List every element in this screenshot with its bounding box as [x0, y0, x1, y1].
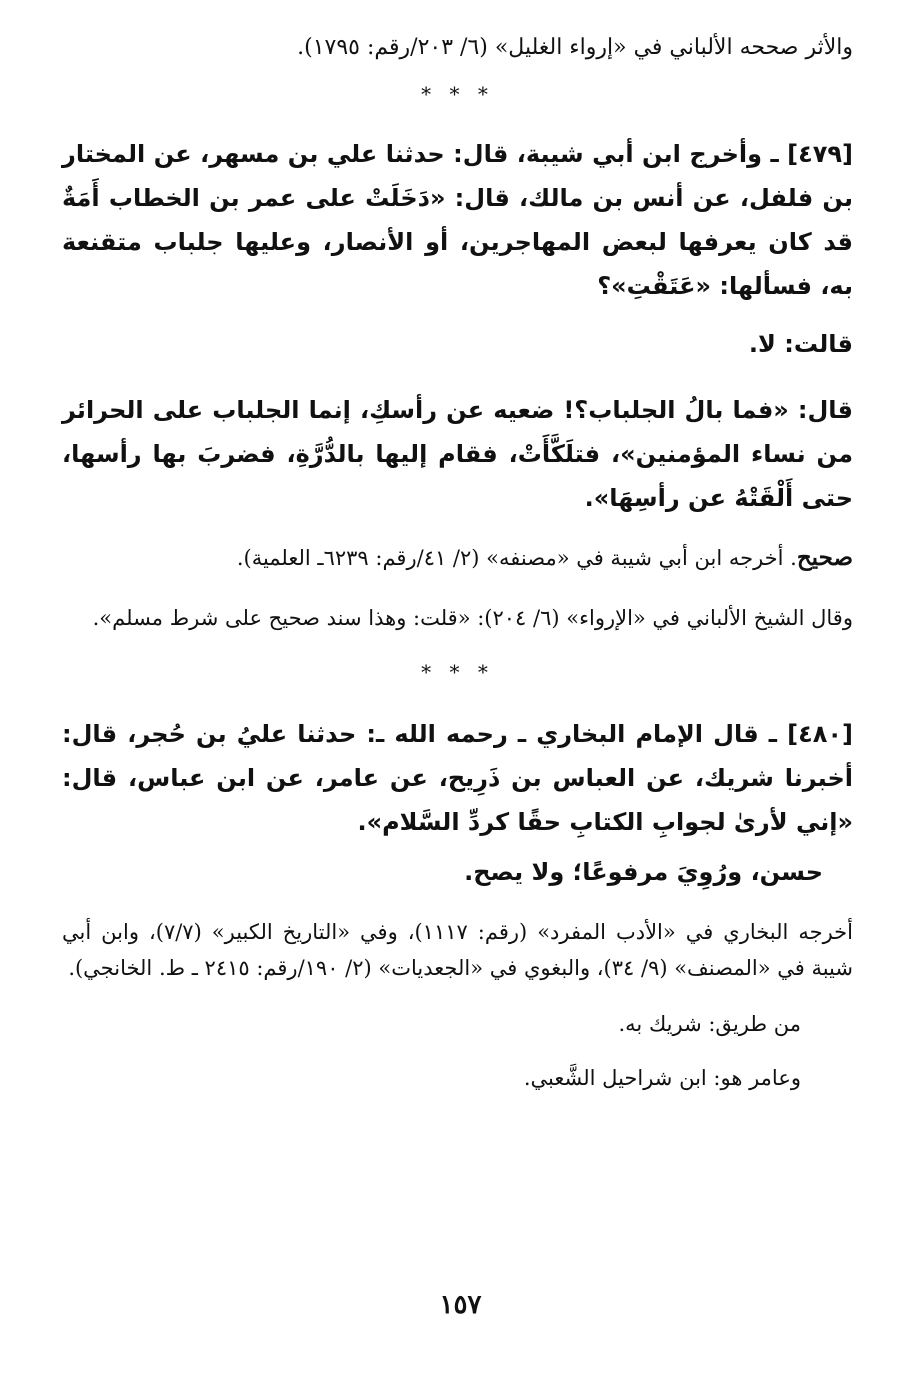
- top-note: والأثر صححه الألباني في «إرواء الغليل» (٦/ ٢٠٣/رقم: ١٧٩٥).: [297, 35, 853, 60]
- section-divider: * * *: [421, 660, 494, 684]
- page-number: ١٥٧: [439, 1290, 482, 1320]
- section-divider: * * *: [421, 82, 494, 106]
- hadith-479-albani-note: وقال الشيخ الألباني في «الإرواء» (٦/ ٢٠٤): «قلت: وهذا سند صحيح على شرط مسلم».: [92, 606, 853, 630]
- hadith-480-amir-note: وعامر هو: ابن شراحيل الشَّعبي.: [523, 1066, 801, 1090]
- hadith-479-takhrij-text: . أخرجه ابن أبي شيبة في «مصنفه» (٢/ ٤١/رقم: ٦٢٣٩ـ العلمية).: [236, 546, 797, 570]
- hadith-480-grade: حسن، ورُوِيَ مرفوعًا؛ ولا يصح.: [464, 858, 823, 886]
- hadith-480-route: من طريق: شريك به.: [618, 1012, 801, 1036]
- hadith-480: [62, 712, 853, 1096]
- hadith-479-continuation: قال: «فما بالُ الجلباب؟! ضعيه عن رأسكِ، إنما الجلباب على الحرائر من نساء المؤمنين»، فتلَكَّأَتْ، فقام إليها بالدُّرَّةِ، فضربَ بها رأسها، حتى أَلْقَتْهُ عن رأسِهَا».: [62, 396, 853, 512]
- hadith-479-grade: صحيح: [796, 544, 853, 571]
- hadith-479: [62, 132, 853, 636]
- hadith-479-text: [٤٧٩] ـ وأخرج ابن أبي شيبة، قال: حدثنا علي بن مسهر، عن المختار بن فلفل، عن أنس بن مالك، قال: «دَخَلَتْ على عمر بن الخطاب أَمَةٌ قد كان يعرفها لبعض المهاجرين، أو الأنصار، وعليها جلباب متقنعة به، فسألها: «عَتَقْتِ»؟: [62, 140, 853, 300]
- hadith-480-takhrij: أخرجه البخاري في «الأدب المفرد» (رقم: ١١١٧)، وفي «التاريخ الكبير» (٧/٧)، وابن أبي شيبة في «المصنف» (٩/ ٣٤)، والبغوي في «الجعديات» (٢/ ١٩٠/رقم: ٢٤١٥ ـ ط. الخانجي).: [62, 920, 853, 980]
- hadith-479-answer: قالت: لا.: [748, 330, 853, 358]
- hadith-479-takhrij: [62, 540, 853, 576]
- hadith-480-text: [٤٨٠] ـ قال الإمام البخاري ـ رحمه الله ـ: حدثنا عليُ بن حُجر، قال: أخبرنا شريك، عن العباس بن ذَرِيح، عن عامر، عن ابن عباس، قال: «إني لأرىٰ لجوابِ الكتابِ حقًا كردِّ السَّلام».: [62, 720, 853, 836]
